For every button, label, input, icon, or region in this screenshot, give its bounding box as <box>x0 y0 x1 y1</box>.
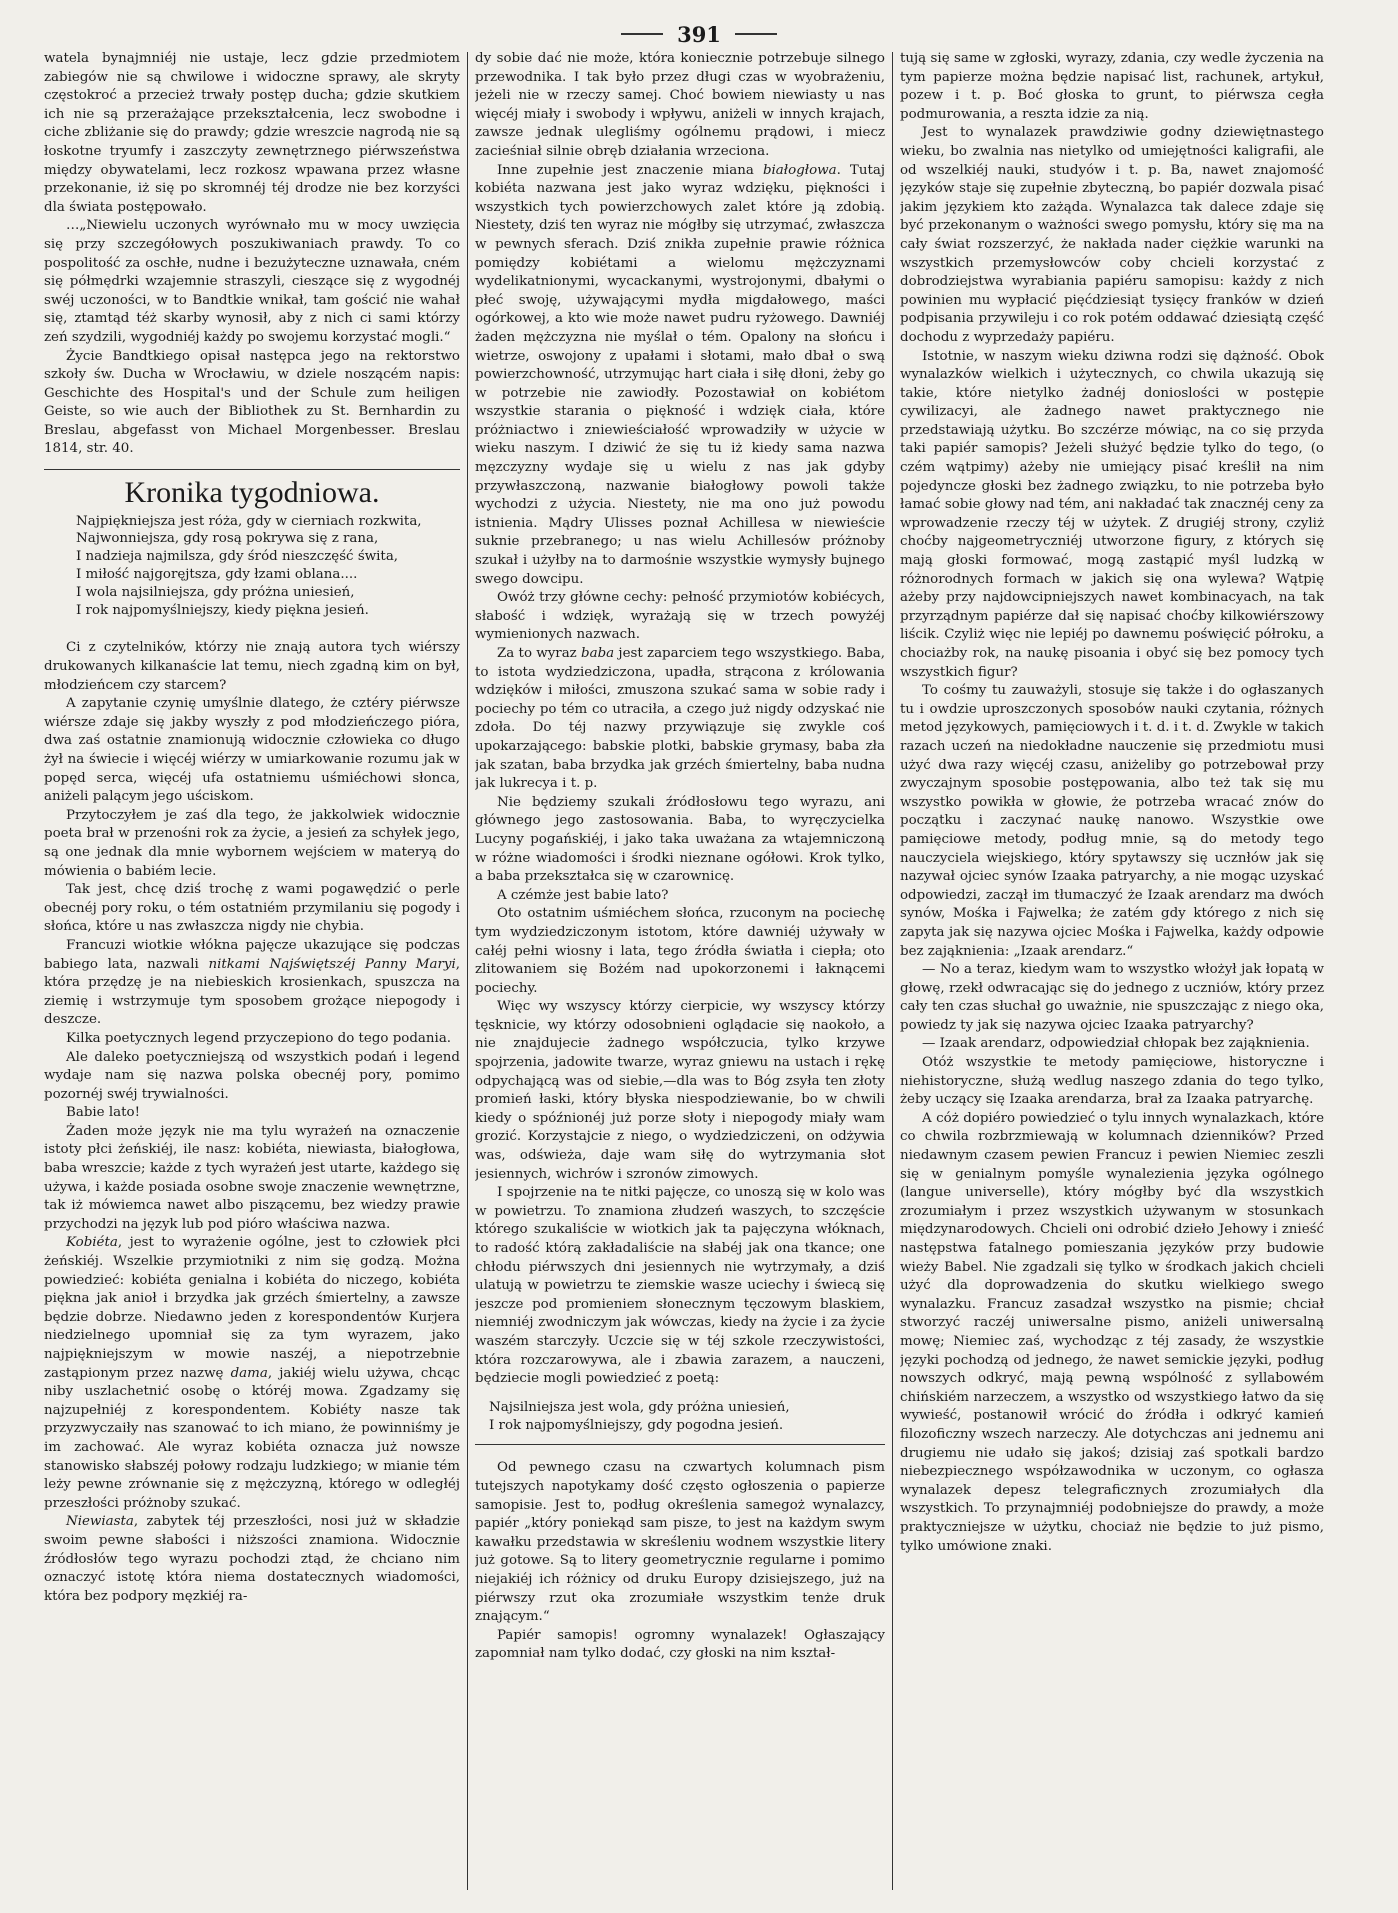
column-1 <box>44 50 460 1900</box>
paragraph: Ale daleko poetyczniejszą od wszystkich podań i legend wydaje nam się nazwa polska obecnéj pory, pomimo pozornéj swéj trywialności. <box>44 1049 460 1102</box>
paragraph: Ci z czytelników, którzy nie znają autora tych wiérszy drukowanych kilkanaście lat temu, niech zgadną kim on był, młodzieńcem czy starcem? <box>44 640 460 693</box>
column-3 <box>900 50 1324 1900</box>
paragraph <box>44 1513 460 1606</box>
verse-line: Najsilniejsza jest wola, gdy próżna uniesień, <box>489 1399 790 1415</box>
paragraph: Nie będziemy szukali źródłosłowu tego wyrazu, ani głównego jego zastosowania. Baba, to wyręczycielka Lucyny pogańskiéj, i jako taka uważana za wtajemniczoną w różne wiadomości i środki nieznane ogółowi. Krok tylko, a baba przekształca się w czarownicę. <box>475 794 885 885</box>
italic-text: nitkami Najświętszéj Panny Maryi <box>208 956 456 972</box>
page-number: 391 <box>677 21 721 47</box>
paragraph: …„Niewielu uczonych wyrównało mu w mocy uwzięcia się przy szczegółowych poszukiwaniach prawdy. To co pospolitość za oschłe, nudne i bezużyteczne uznawała, cném się półmędrki wzajemnie straszyli, cieszące się z wygodnéj swéj uczoności, w to Bandtkie wnikał, tam gościć nie wahał się, ztamtąd téż skarby wynosił, aby z nich ci sami którzy zeń szydzili, wygodniéj każdy po swojemu korzystać mogli.“ <box>44 218 460 345</box>
text-run: Za to wyraz <box>497 646 582 661</box>
paragraph: dy sobie dać nie może, która koniecznie potrzebuje silnego przewodnika. I tak było przez długi czas w wyobrażeniu, jeżeli nie w rzeczy samej. Choć bowiem niewiasty u nas więcéj miały i swobody i wpływu, aniżeli w innych krajach, zawsze jednak ulegliśmy ogólnemu prądowi, i miecz zacieśniał silnie obręb działania wrzeciona. <box>475 51 885 159</box>
paragraph: A czémże jest babie lato? <box>497 887 669 903</box>
paragraph: Owóż trzy główne cechy: pełność przymiotów kobiécych, słabość i wdzięk, wyrażają się w trzech powyżéj wymienionych nazwach. <box>475 590 885 643</box>
text-run: Francuzi wiotkie włókna pajęcze ukazujące się podczas babiego lata, nazwali <box>44 937 460 972</box>
paragraph: Istotnie, w naszym wieku dziwna rodzi się dążność. Obok wynalazków wielkich i użytecznych, co chwila ukazują się takie, które nietylko żadnéj donioslości w postępie cywilizacyi, ale żadnego nawet praktycznego nie przedstawiają użytku. Bo szczérze mówiąc, na co się przyda taki papiér samopis? Jeżeli służyć będzie tylko do tego, (o czém wątpimy) ażeby nie umiejący pisać kreślił na nim pojedyncze głoski bez żadnego związku, to nie potrzeba było łamać sobie głowy nad tém, ani nakładać tak znacznéj ceny za wprowadzenie rzeczy téj w użytek. Z drugiéj strony, czyliż choćby najgeometryczniéj utworzone figury, z których się mają głoski formować, mogą zastąpić myśl ludzką w różnorodnych formach w jakich się ona wylewa? Wątpię ażeby przy najdowcipniejszych nawet kombinacyach, na tak przyrządnym papiérze dał się napisać choćby kilkowiérszowy liścik. Czyliż więc nie lepiéj po dawnemu poświęcić półroku, a chociażby rok, na naukę pisoania i obyć się bez pomocy tych wszystkich figur? <box>900 348 1324 680</box>
paragraph: Papiér samopis! ogromny wynalazek! Ogłaszający zapomniał nam tylko dodać, czy głoski na nim kształ- <box>475 1627 885 1662</box>
column-rule-2 <box>892 52 893 1890</box>
paragraph: Kilka poetycznych legend przyczepiono do tego podania. <box>66 1030 452 1046</box>
verse-line: I wola najsilniejsza, gdy próżna uniesień, <box>76 584 355 600</box>
text-run: . Tutaj kobiéta nazwana jest jako wyraz wdzięku, piękności i wszystkich tych powierzchowych zalet które ją zdobią. Niestety, dziś ten wyraz nie mógłby się utrzymać, zwłaszcza w pewnych sferach. Dziś znikła zupełnie prawie różnica pomiędzy kobiétami a wielomu mężczyznami wydelikatnionymi, wycackanymi, wystrojonymi, dbałymi o płeć swoję, używającymi mydła migdałowego, maści ogórkowej, a kto wie może nawet pudru ryżowego. Dawniéj żaden mężczyzna nie myślał o tém. Opalony na słońcu i wietrze, oswojony z upałami i słotami, mało dbał o swą powierzchowność, utrzymując hart ciała i siłę dłoni, żeby go w potrzebie nie zawiodły. Pozostawiał on kobiétom wszystkie starania o piękność i wdzięk ciała, które próżniactwo i zniewieściałość wprowadziły w użycie w wieku naszym. I dziwić że się tu iż kiedy sama nazwa męzczyzny wydaje się u wielu z nas jak gdyby przywłaszczoną, nazwanie białogłowy powoli także wychodzi z użycia. Niestety, nie ma ono już powodu istnienia. Mądry Ulisses poznał Achillesa w niewieście suknie przebranego; u nas wielu Achillesów próżnoby szukał i użyłby na to darmośnie wszystkie wymysły bujnego swego dowcipu. <box>475 162 885 587</box>
column-rule-1 <box>467 52 468 1890</box>
text-run: Inne zupełnie jest znaczenie miana <box>497 162 763 178</box>
paragraph: A cóż dopiéro powiedzieć o tylu innych wynalazkach, które co chwila rozbrzmiewają w kolumnach dzienników? Przed niedawnym czasem pewien Francuz i pewien Niemiec zeszli się w genialnym pomyśle wynalezienia języka ogólnego (langue universelle), który mógłby być dla wszystkich zrozumiałym i przez wszystkich używanym w stosunkach międzynarodowych. Chcieli oni odrobić dzieło Jehowy i znieść następstwa fatalnego pomieszania języków przy budowie wieży Babel. Nie zgadzali się tylko w środkach jakich chcieli użyć dla doprowadzenia do skutku wielkiego swego wynalazku. Francuz zasadzał wszystko na pismie; chciał stworzyć raczéj uniwersalne pismo, aniżeli uniwersalną mowę; Niemiec zaś, wychodząc z téj zasady, że wszystkie języki pochodzą od jednego, że nawet semickie języki, podług nowszych odkryć, mają pewną wspólność z syllabowém chińskiém narzeczem, a wszystko od wszystkiego łatwo da się wywieść, postanowił wrócić do źródła i odkryć kamień filozoficzny wszech narzeczy. Ale dotychczas ani jednemu ani drugiemu nie udało się jakoś; dzisiaj zaś spotkali bardzo niebezpiecznego współzawodnika w uczonym, co ogłasza wynalazek depesz telegraficznych zrozumiałych dla wszystkich. To przynajmniéj podobniejsze do prawdy, a może praktyczniejsze w użytku, chociaż nie będzie to już pismo, tylko umówione znaki. <box>900 1110 1324 1554</box>
verse-line: I nadzieja najmilsza, gdy śród nieszczęść świta, <box>76 549 399 565</box>
text-run: jest zaparciem tego wszystkiego. Baba, to istota wydziedziczona, upadła, strącona z królowania wdzięków i miłości, zmuszona szukać sama w sobie rady i pociechy po tém co utraciła, a czego już nigdy odzyskać nie zdoła. Do téj nazwy przywiązuje się zwykle coś upokarzającego: babskie plotki, babskie grymasy, baba zła jak szatan, baba brzydka jak grzéch śmiertelny, baba nudna jak lukrecya i t. p. <box>475 646 885 792</box>
italic-text: baba <box>581 646 615 661</box>
paragraph: To cośmy tu zauważyli, stosuje się także i do ogłaszanych tu i owdzie uproszczonych sposobów nauki czytania, różnych metod językowych, pamięciowych i t. d. i t. d. Zwykle w takich razach uczeń na niedokładne nauczenie się przedmiotu musi użyć dwa razy więcéj czasu, aniżeliby go potrzebował przy zwyczajnym sposobie postępowania, albo też tak się mu wszystko powikła w głowie, że potrzeba wracać znów do początku i zaczynać naukę nanowo. Wszystkie owe pamięciowe metody, podług mnie, są do metody tego nauczyciela wiejskiego, który spytawszy się ucznłów jak się nazywał ojciec synów Izaaka patryarchy, a nie mogąc uzyskać odpowiedzi, zaczął im tłumaczyć że Izaak arendarz ma dwóch synów, Mośka i Fajwelka; że zatém gdy którego z nich się zapyta jak się nazywa ojciec Mośka i Fajwelka, każdy odpowie bez zająknienia: „Izaak arendarz.“ <box>900 683 1324 959</box>
italic-text: Kobiéta <box>66 1235 118 1251</box>
paragraph: Przytoczyłem je zaś dla tego, że jakkolwiek widocznie poeta brał w przenośni rok za życie, a jesień za schyłek jego, są one jednak dla mnie wybornem wejściem w materyą do mówienia o babiém lecie. <box>44 807 460 879</box>
paragraph <box>44 937 460 1030</box>
paragraph <box>475 645 885 794</box>
section-divider <box>475 1444 885 1445</box>
italic-text: białogłowa <box>762 162 837 178</box>
section-title: Kronika tygodniowa. <box>124 476 380 510</box>
text-run: , która przędzę je na niebieskich krosienkach, spuszcza na ziemię i wstrzymuje tym sposobem grożące niepogody i deszcze. <box>44 956 460 1028</box>
paragraph: tują się same w zgłoski, wyrazy, zdania, czy wedle życzenia na tym papierze można będzie napisać list, rachunek, artykuł, pozew i t. p. Boć głoska to grunt, to piérwsza cegła podmurowania, a reszta idzie za nią. <box>900 51 1324 122</box>
verse-line: I rok najpomyślniejszy, gdy pogodna jesień. <box>489 1417 784 1433</box>
paragraph: Babie lato! <box>66 1105 140 1121</box>
italic-text: dama <box>230 1365 268 1381</box>
verse-block <box>489 1399 885 1435</box>
italic-text: Niewiasta <box>66 1514 134 1530</box>
text-run: , zabytek téj przeszłości, nosi już w składzie swoim pewne słabości i niższości znamiona. Widocznie źródłosłów tego wyrazu pochodzi ztąd, że chciano nim oznaczyć istotę która niema dostatecznych wiadomości, która bez podpory męzkiéj ra- <box>44 1514 460 1604</box>
paragraph: Jest to wynalazek prawdziwie godny dziewiętnastego wieku, bo zwalnia nas nietylko od umiejętności kaligrafii, ale od wszelkiéj nauki, studyów i t. p. Ba, nawet znajomość języków staje się zupełnie zbyteczną, bo papiér dozwala pisać jakim językiem kto zażąda. Wynalazca tak dalece zdaje się być przekonanym o ważności swego pomysłu, który się ma na cały świat rozszerzyć, że nakłada nader ciężkie warunki na wszystkich przemysłowców coby chcieli korzystać z dobrodziejstwa wyrabiania papiéru samopisu: każdy z nich powinien mu wypłacić pięćdziesiąt tysięcy franków w dzień podpisania przywileju i co rok potém oddawać dziesiątą część dochodu z wyprzedaży papiéru. <box>900 125 1324 345</box>
page-header <box>0 14 1398 54</box>
paragraph: — No a teraz, kiedym wam to wszystko włożył jak łopatą w głowę, rzekł odwracając się do jednego z uczniów, który przez cały ten czas słuchał go uważnie, nie spuszczając z niego oka, powiedz ty jak się nazywa ojciec Izaaka patryarchy? <box>900 962 1324 1033</box>
header-dash-right <box>735 33 777 35</box>
paragraph: A zapytanie czynię umyślnie dlatego, że cztéry piérwsze wiérsze zdaje się jakby wyszły z pod młodzieńczego pióra, dwa zaś ostatnie znamionują widocznie człowieka co długo żył na świecie i więcéj wiérzy w umiarkowanie rozumu jak w popęd serca, więcéj ufa ostatniemu uśmiéchowi słonca, aniżeli palącym jego uściskom. <box>44 696 460 805</box>
paragraph: Życie Bandtkiego opisał następca jego na rektorstwo szkoły św. Ducha w Wrocławiu, w dziele noszącém napis: Geschichte des Hospital's und der Schule zum heiligen Geiste, so wie auch der Bibliothek zu St. Bernhardin zu Breslau, abgefasst von Michael Morgenbesser. Breslau 1814, str. 40. <box>44 348 460 457</box>
verse-block <box>76 513 460 620</box>
header-dash-left <box>621 33 663 35</box>
paragraph: watela bynajmniéj nie ustaje, lecz gdzie przedmiotem zabiegów nie są chwilowe i widoczne sprawy, ale skryty częstokroć a przecież trwały postęp ducha; gdzie skutkiem ich nie są przerażające przekształcenia, lecz swobodne i ciche zbliżanie się do prawdy; gdzie wreszcie nagrodą nie są łoskotne tryumfy i zaszczyty zewnętrznego piérwszeństwa między obywatelami, lecz rozkosz wpawana przez własne przekonanie, iż się po skromnéj téj drodze nie bez korzyści dla świata postępowało. <box>44 51 460 215</box>
paragraph <box>44 1234 460 1513</box>
text-run: , jakiéj wielu używa, chcąc niby uszlachetnić osobę o któréj mowa. Zgadzamy się najzupełniéj z korespondentem. Kobiéty nasze tak przyzwyczaiły nas szanować to ich miano, że powinniśmy je im zachować. Ale wyraz kobiéta oznacza już nowsze stanowisko słabszéj połowy rodzaju ludzkiego; w mianie tém leży pewne zrównanie się z mężczyzną, którego w odległéj przeszłości próżnoby szukać. <box>44 1365 460 1511</box>
verse-line: I rok najpomyślniejszy, kiedy piękna jesień. <box>76 602 369 618</box>
paragraph: Żaden może język nie ma tylu wyrażeń na oznaczenie istoty płci żeńskiéj, ile nasz: kobiéta, niewiasta, białogłowa, baba wreszcie; każde z tych wyrażeń jest utarte, każdego się używa, i każde posiada osobne swoje znaczenie wewnętrzne, tak iż mówiemca nawet albo piszącemu, bez wiedzy prawie przychodzi na język lub pod pióro właściwa nazwa. <box>44 1123 460 1232</box>
paragraph: — Izaak arendarz, odpowiedział chłopak bez zająknienia. <box>922 1036 1310 1052</box>
paragraph: Oto ostatnim uśmiéchem słońca, rzuconym na pociechę tym wydziedziczonym istotom, które dawniéj używały w całéj pełni wiosny i lata, tego źródła światła i ciepła; oto zlitowaniem się Bożém nad upokorzonemi i łaknącemi pociechy. <box>475 906 885 996</box>
column-2 <box>475 50 885 1900</box>
paragraph <box>475 162 885 590</box>
paragraph: Więc wy wszyscy którzy cierpicie, wy wszyscy którzy tęsknicie, wy którzy odosobnieni oglądacie się naokoło, a nie znajdujecie żadnego współczucia, tylko krzywe spojrzenia, jadowite twarze, wyraz gniewu na ustach i rękę odpychającą was od siebie,—dla was to Bóg zsyła ten złoty promień łaski, który błyska niespodziewanie, bo w chwili kiedy o spóźnionéj już porze słoty i niepogody miały wam grozić. Korzystajcie z niego, o wydziedziczeni, on odżywia was, odświeża, daje wam siłę do wytrzymania słot jesiennych, wichrów i szronów zimowych. <box>475 999 885 1182</box>
verse-line: I miłość najgoręjtsza, gdy łzami oblana.... <box>76 567 358 583</box>
paragraph: I spojrzenie na te nitki pajęcze, co unoszą się w kolo was w powietrzu. To znamiona złudzeń waszych, to szczęście którego szukaliście w wiotkich jak ta pajęczyna włóknach, to radość którą zakładaliście na słabéj jak ona tkance; one chłodu piérwszych dni jesiennych nie wytrzymały, a dziś ulatują w powietrzu te ziemskie wasze uciechy i świecą się jeszcze pod promieniem słonecznym tęczowym blaskiem, niemniéj zwodniczym jak wówczas, kiedy na życie i za życie waszém starczyły. Uczcie się w téj szkole rzeczywistości, która rozczarowywa, ale i zbawia zarazem, a nauczeni, będziecie mogli powiedzieć z poetą: <box>475 1185 885 1387</box>
text-run: , jest to wyrażenie ogólne, jest to człowiek płci żeńskiéj. Wszelkie przymiotniki z nim się godzą. Można powiedzieć: kobiéta genialna i kobiéta do niczego, kobiéta piękna jak anioł i brzydka jak grzéch śmiertelny, a zawsze będzie dobrze. Niedawno jeden z korespondentów Kurjera niedzielnego upomniał się za tym wyrazem, jako najpiękniejszym w mowie naszéj, a niepotrzebnie zastąpionym przez nazwę <box>44 1235 460 1381</box>
paragraph: Tak jest, chcę dziś trochę z wami pogawędzić o perle obecnéj pory roku, o tém ostatniém przymilaniu się pogody i słońca, które u nas zwłaszcza nigdy nie chybia. <box>44 882 460 935</box>
section-divider <box>44 469 460 470</box>
verse-line: Najpiękniejsza jest róża, gdy w cierniach rozkwita, <box>76 513 422 529</box>
verse-line: Najwonniejsza, gdy rosą pokrywa się z rana, <box>76 531 379 547</box>
paragraph: Od pewnego czasu na czwartych kolumnach pism tutejszych napotykamy dość często ogłoszenia o papierze samopisie. Jest to, podług określenia samegoż wynalazcy, papiér „który poniekąd sam pisze, to jest na każdym swym kawałku przedstawia w skreśleniu wodnem wszystkie litery już gotowe. Są to litery geometrycznie regularne i pomimo niejakiéj ich różnicy od druku Europy dzisiejszego, już na piérwszy rzut oka zrozumiałe wszystkim tenże druk znającym.“ <box>475 1460 885 1625</box>
paragraph: Otóż wszystkie te metody pamięciowe, historyczne i niehistoryczne, służą wedlug naszego zdania do tego tylko, żeby uczący się Izaaka arendarza, brał za Izaaka patryarchę. <box>900 1055 1324 1108</box>
